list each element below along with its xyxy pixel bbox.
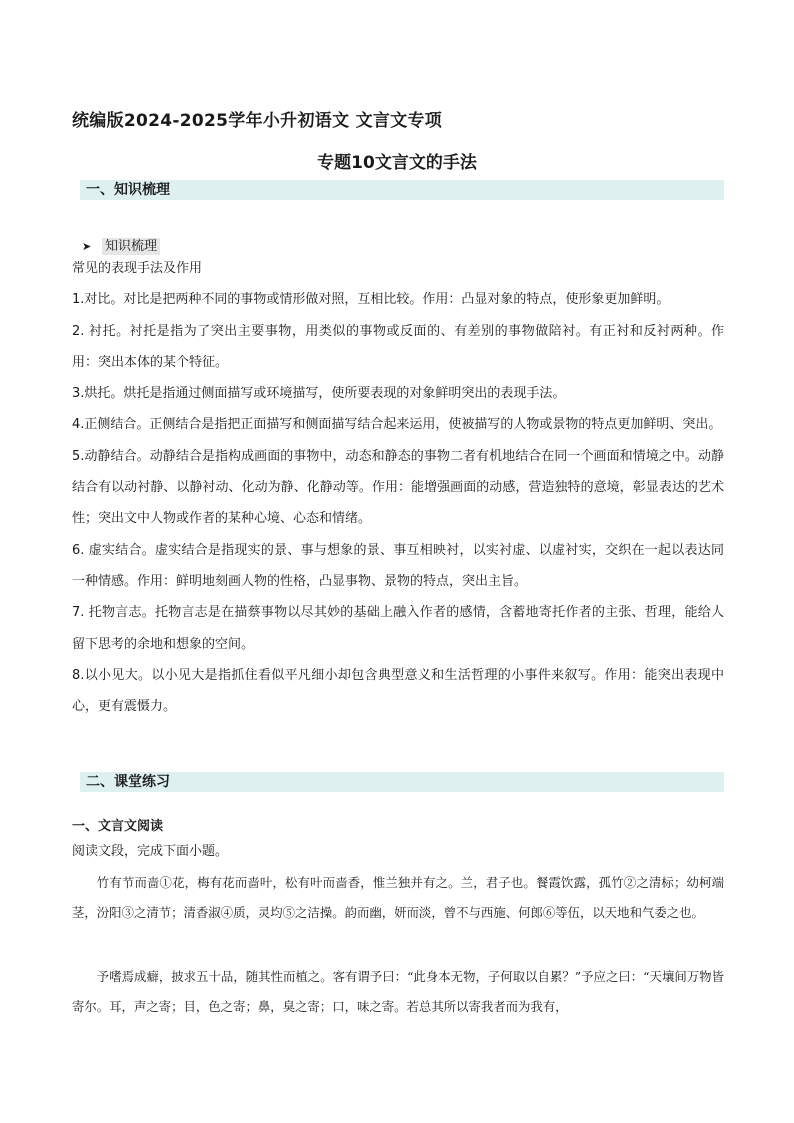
list-item: 1.对比。对比是把两种不同的事物或情形做对照，互相比较。作用：凸显对象的特点，使形象更加鲜明。 bbox=[72, 292, 670, 308]
list-item: 4.正侧结合。正侧结合是指把正面描写和侧面描写结合起来运用，使被描写的人物或景物的特点更加鲜明、突出。 bbox=[72, 417, 722, 433]
classical-passage-paragraph bbox=[72, 962, 724, 1022]
passage-text: 予嗜焉成癖，披求五十品，随其性而植之。客有谓予曰：“此身本无物，子何取以自累？”予应之曰：“天壤间万物皆寄尔。耳，声之寄；目，色之寄；鼻，臭之寄；口，味之寄。若总其所以寄我者而为我有， bbox=[72, 969, 724, 1014]
list-item: 3.烘托。烘托是指通过侧面描写或环境描写，使所要表现的对象鲜明突出的表现手法。 bbox=[72, 386, 566, 402]
topic-title: 专题10文言文的手法 bbox=[317, 153, 477, 173]
list-item: 6. 虚实结合。虚实结合是指现实的景、事与想象的景、事互相映衬，以实衬虚、以虚衬实，交织在一起以表达同一种情感。作用：鲜明地刻画人物的性格，凸显事物、景物的特点，突出主旨。 bbox=[72, 542, 724, 589]
exercise-heading: 一、文言文阅读 bbox=[72, 819, 164, 834]
knowledge-body bbox=[72, 253, 724, 722]
knowledge-sub-heading bbox=[82, 235, 160, 254]
intro-line: 常见的表现手法及作用 bbox=[72, 261, 203, 276]
document-title: 统编版2024-2025学年小升初语文 文言文专项 bbox=[72, 111, 443, 131]
exercise-instruction: 阅读文段，完成下面小题。 bbox=[72, 844, 229, 859]
classical-passage-paragraph bbox=[72, 868, 724, 928]
list-item: 2. 衬托。衬托是指为了突出主要事物，用类似的事物或反面的、有差别的事物做陪衬。有正衬和反衬两种。作用：突出本体的某个特征。 bbox=[72, 323, 724, 370]
arrow-bullet-icon: ➤ bbox=[82, 240, 92, 253]
list-item: 7. 托物言志。托物言志是在描蔡事物以尽其妙的基础上融入作者的感情，含蓄地寄托作者的主张、哲理，能给人留下思考的余地和想象的空间。 bbox=[72, 605, 724, 652]
list-item: 8.以小见大。以小见大是指抓住看似平凡细小却包含典型意义和生活哲理的小事件来叙写。作用：能突出表现中心，更有震慑力。 bbox=[72, 667, 724, 715]
section-heading-knowledge: 一、知识梳理 bbox=[80, 180, 724, 200]
list-item: 5.动静结合。动静结合是指构成画面的事物中，动态和静态的事物二者有机地结合在同一个画面和情境之中。动静结合有以动衬静、以静衬动、化动为静、化静动等。作用：能增强画面的动感，营造独特的意境，彰显表达的艺术性；突出文中人物或作者的某种心境、心态和情绪。 bbox=[72, 448, 724, 527]
section-heading-practice: 二、课堂练习 bbox=[80, 772, 724, 792]
sub-heading-label: 知识梳理 bbox=[102, 238, 160, 255]
passage-text: 竹有节而啬①花，梅有花而啬叶，松有叶而啬香，惟兰独并有之。兰，君子也。餐霞饮露，孤竹②之清标；幼柯端茎，汾阳③之清节；清香淑④质，灵均⑤之洁操。韵而幽，妍而淡，曾不与西施、何郎⑥等伍，以天地和气委之也。 bbox=[72, 875, 724, 920]
